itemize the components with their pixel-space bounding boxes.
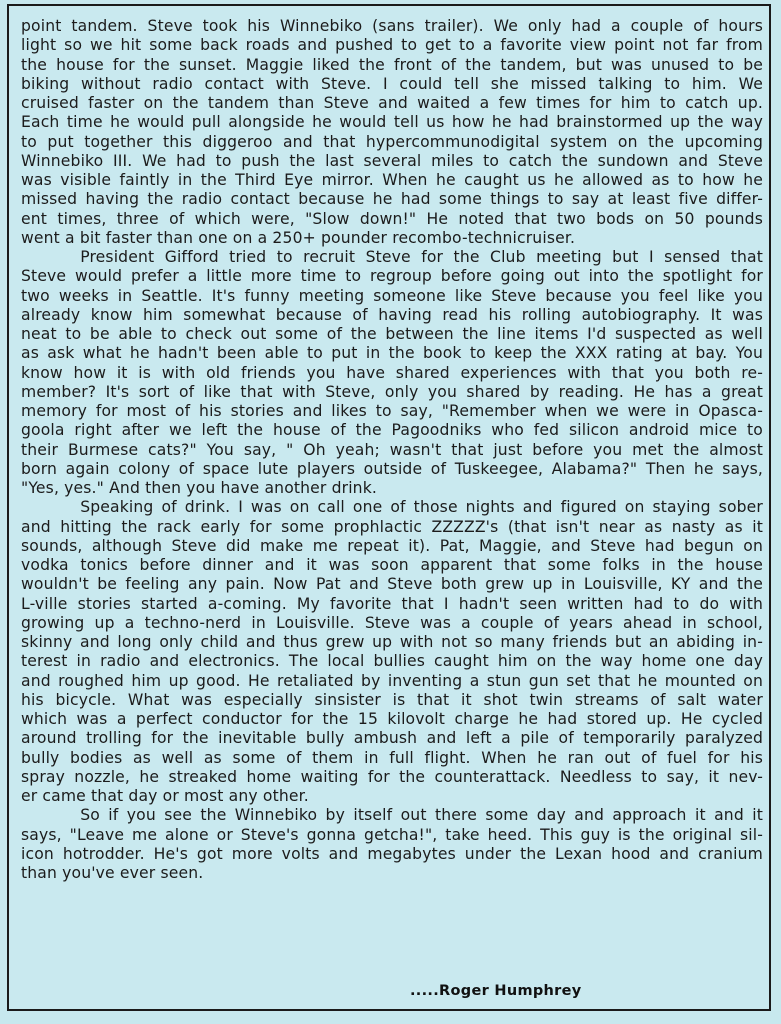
text-line: vodka tonics before dinner and it was soon apparent that some folks in the house: [21, 556, 763, 574]
text-line: member? It's sort of like that with Steve, only you shared by reading. He has a great: [21, 382, 763, 401]
text-line: goola right after we left the house of the Pagoodniks who fed silicon android mice to: [21, 421, 763, 440]
text-line: memory for most of his stories and likes to say, "Remember when we were in Opasca-: [21, 402, 763, 420]
text-line: born again colony of space lute players outside of Tuskeegee, Alabama?" Then he says,: [21, 459, 763, 478]
text-line: and hitting the rack early for some prophlactic ZZZZZ's (that isn't near as nasty as it: [21, 517, 763, 536]
text-line: than you've ever seen.: [21, 864, 204, 882]
text-line: around trolling for the inevitable bully ambush and left a pile of temporarily paralyzed: [21, 729, 763, 748]
text-line: says, "Leave me alone or Steve's gonna getcha!", take heed. This guy is the original sil-: [21, 825, 763, 844]
text-line: biking without radio contact with Steve. I could tell she missed talking to him. We: [21, 74, 763, 93]
text-line: ent times, three of which were, "Slow down!" He noted that two bods on 50 pounds: [21, 209, 763, 228]
text-line: to put together this diggeroo and that hypercommunodigital system on the upcoming: [21, 132, 763, 151]
text-line: and roughed him up good. He retaliated by inventing a stun gun set that he mounted on: [21, 671, 763, 690]
text-line: as ask what he hadn't been able to put in the book to keep the XXX rating at bay. You: [21, 344, 763, 363]
text-line: So if you see the Winnebiko by itself out there some day and approach it and it: [80, 806, 763, 825]
text-line: Steve would prefer a little more time to regroup before going out into the spotlight for: [21, 267, 763, 286]
text-line: missed having the radio contact because he had some things to say at least five differ-: [21, 190, 763, 209]
text-line: Speaking of drink. I was on call one of those nights and figured on staying sober: [80, 498, 763, 517]
text-line: his bicycle. What was especially sinsister is that it shot twin streams of salt water: [21, 690, 763, 709]
page-frame: [7, 4, 771, 1011]
text-line: was visible faintly in the Third Eye mirror. When he caught us he allowed as to how he: [21, 171, 763, 189]
author-signature: .....Roger Humphrey: [410, 983, 582, 999]
text-line: sounds, although Steve did make me repeat it). Pat, Maggie, and Steve had begun on: [21, 536, 763, 555]
text-line: President Gifford tried to recruit Steve for the Club meeting but I sensed that: [80, 248, 763, 266]
text-line: bully bodies as well as some of them in full flight. When he ran out of fuel for his: [21, 748, 763, 767]
article-body: [21, 17, 763, 883]
text-line: went a bit faster than one on a 250+ pounder recombo-technicruiser.: [21, 228, 576, 247]
text-line: cruised faster on the tandem than Steve and waited a few times for him to catch up.: [21, 94, 763, 112]
text-line: Each time he would pull alongside he would tell us how he had brainstormed up the way: [21, 113, 763, 132]
text-line: know how it is with old friends you have shared experiences with that you both re-: [21, 363, 763, 382]
text-line: which was a perfect conductor for the 15 kilovolt charge he had stored up. He cycled: [21, 710, 763, 728]
text-line: terest in radio and electronics. The local bullies caught him on the way home one day: [21, 652, 763, 671]
text-line: "Yes, yes." And then you have another drink.: [21, 479, 378, 497]
text-line: Winnebiko III. We had to push the last several miles to catch the sundown and Steve: [21, 151, 763, 170]
text-line: neat to be able to check out some of the between the line items I'd suspected as well: [21, 325, 763, 343]
text-line: growing up a techno-nerd in Louisville. Steve was a couple of years ahead in school,: [21, 613, 763, 632]
text-line: their Burmese cats?" You say, " Oh yeah; wasn't that just before you met the almost: [21, 440, 763, 459]
text-line: already know him somewhat because of having read his rolling autobiography. It was: [21, 305, 763, 324]
text-line: L-ville stories started a-coming. My favorite that I hadn't seen written had to do with: [21, 594, 763, 613]
text-line: light so we hit some back roads and pushed to get to a favorite view point not far from: [21, 36, 763, 55]
text-line: two weeks in Seattle. It's funny meeting someone like Steve because you feel like you: [21, 286, 763, 305]
text-line: point tandem. Steve took his Winnebiko (sans trailer). We only had a couple of hours: [21, 17, 763, 35]
text-line: er came that day or most any other.: [21, 787, 309, 805]
text-line: spray nozzle, he streaked home waiting for the counterattack. Needless to say, it nev-: [21, 767, 763, 786]
text-line: wouldn't be feeling any pain. Now Pat and Steve both grew up in Louisville, KY and the: [21, 575, 763, 594]
text-line: icon hotrodder. He's got more volts and megabytes under the Lexan hood and cranium: [21, 844, 763, 863]
text-line: skinny and long only child and thus grew up with not so many friends but an abiding in-: [21, 633, 763, 651]
text-line: the house for the sunset. Maggie liked the front of the tandem, but was unused to be: [21, 55, 763, 74]
